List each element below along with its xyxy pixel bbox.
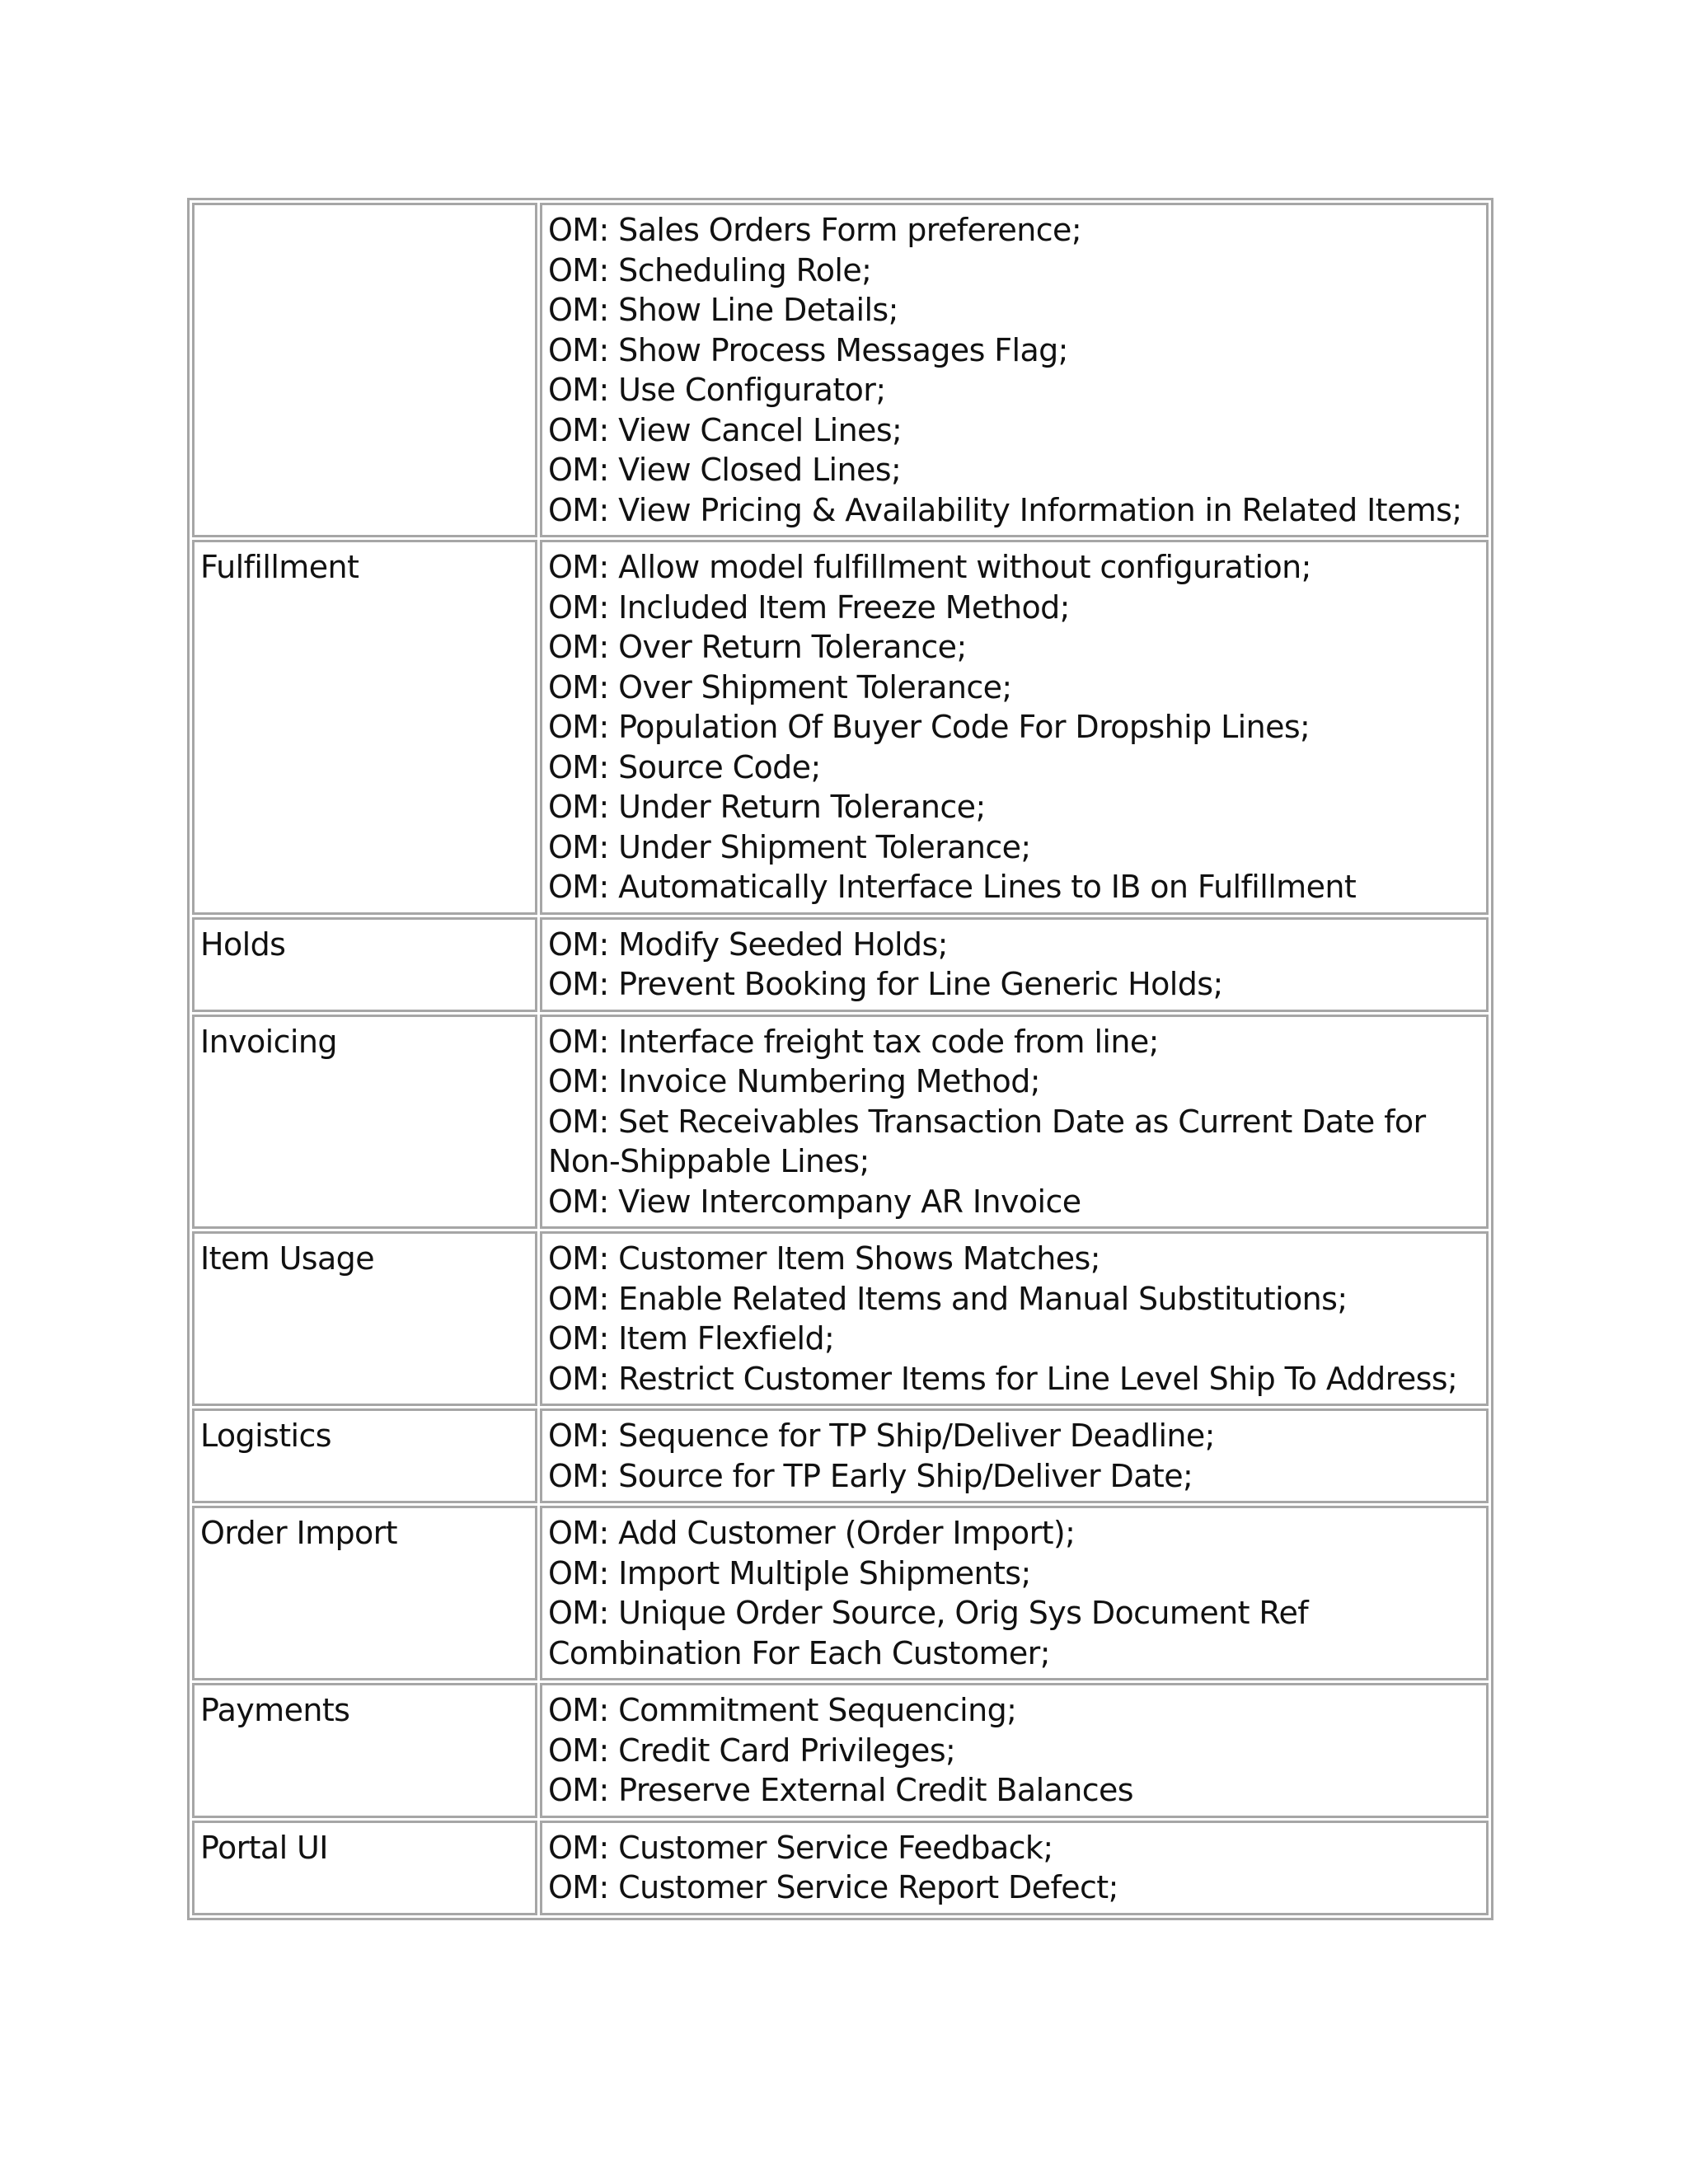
category-cell: Order Import [192, 1506, 537, 1680]
profile-option: OM: Show Process Messages Flag; [548, 331, 1068, 368]
profile-option: OM: Under Shipment Tolerance; [548, 828, 1031, 865]
profile-option: OM: Customer Service Report Defect; [548, 1869, 1118, 1905]
profiles-cell [540, 1821, 1489, 1915]
profile-option: OM: Item Flexfield; [548, 1320, 835, 1357]
profiles-cell [540, 1408, 1489, 1503]
profile-option: OM: Customer Item Shows Matches; [548, 1240, 1100, 1277]
profiles-cell [540, 917, 1489, 1012]
profile-option: OM: Import Multiple Shipments; [548, 1554, 1031, 1591]
profile-option: OM: Source Code; [548, 748, 821, 785]
profile-option: OM: Population Of Buyer Code For Dropship Lines; [548, 709, 1311, 745]
profile-option: OM: View Cancel Lines; [548, 411, 903, 448]
profiles-cell [540, 1231, 1489, 1406]
profile-option: OM: Modify Seeded Holds; [548, 926, 948, 963]
category-cell: Item Usage [192, 1231, 537, 1406]
profile-option: OM: Preserve External Credit Balances [548, 1772, 1133, 1808]
profile-option: OM: Sales Orders Form preference; [548, 212, 1082, 248]
profile-option: OM: View Pricing & Availability Information in Related Items; [548, 491, 1462, 528]
profile-option: OM: Set Receivables Transaction Date as Current Date for Non-Shippable Lines; [548, 1103, 1426, 1179]
profile-option: OM: Source for TP Early Ship/Deliver Date; [548, 1457, 1193, 1494]
category-cell: Invoicing [192, 1015, 537, 1230]
table-row [192, 1408, 1489, 1503]
profiles-cell [540, 1015, 1489, 1230]
profile-option: OM: Commitment Sequencing; [548, 1692, 1017, 1728]
profiles-cell [540, 1506, 1489, 1680]
category-cell: Portal UI [192, 1821, 537, 1915]
table-row [192, 1821, 1489, 1915]
profile-option: OM: Restrict Customer Items for Line Level Ship To Address; [548, 1360, 1458, 1397]
profile-option: OM: Credit Card Privileges; [548, 1732, 956, 1769]
profile-option: OM: Invoice Numbering Method; [548, 1063, 1040, 1099]
profile-option: OM: View Intercompany AR Invoice [548, 1183, 1081, 1220]
profile-option: OM: View Closed Lines; [548, 452, 902, 488]
profile-option: OM: Unique Order Source, Orig Sys Document Ref Combination For Each Customer; [548, 1595, 1309, 1671]
table-row [192, 203, 1489, 537]
profile-option: OM: Under Return Tolerance; [548, 789, 986, 825]
table-row [192, 1231, 1489, 1406]
category-cell: Holds [192, 917, 537, 1012]
category-cell: Fulfillment [192, 540, 537, 915]
profile-option: OM: Prevent Booking for Line Generic Holds; [548, 966, 1223, 1002]
profile-option: OM: Scheduling Role; [548, 251, 872, 288]
category-cell: Logistics [192, 1408, 537, 1503]
profile-option: OM: Enable Related Items and Manual Substitutions; [548, 1280, 1348, 1317]
profile-option: OM: Over Return Tolerance; [548, 629, 967, 665]
table-row [192, 1506, 1489, 1680]
category-cell: Payments [192, 1683, 537, 1818]
table-row [192, 917, 1489, 1012]
category-cell [192, 203, 537, 537]
profile-option: OM: Show Line Details; [548, 292, 898, 328]
profile-option: OM: Customer Service Feedback; [548, 1829, 1053, 1866]
profile-option: OM: Automatically Interface Lines to IB on Fulfillment [548, 869, 1357, 905]
profiles-cell [540, 1683, 1489, 1818]
table-row [192, 1015, 1489, 1230]
profile-option: OM: Add Customer (Order Import); [548, 1515, 1076, 1551]
profile-option: OM: Allow model fulfillment without configuration; [548, 549, 1311, 585]
profiles-cell [540, 203, 1489, 537]
profiles-cell [540, 540, 1489, 915]
table-row [192, 540, 1489, 915]
profile-option: OM: Over Shipment Tolerance; [548, 668, 1012, 705]
profile-option: OM: Sequence for TP Ship/Deliver Deadline; [548, 1418, 1215, 1454]
profile-option: OM: Included Item Freeze Method; [548, 588, 1070, 626]
profile-option: OM: Use Configurator; [548, 372, 886, 408]
table-row [192, 1683, 1489, 1818]
profile-option: OM: Interface freight tax code from line; [548, 1023, 1159, 1060]
profile-options-table [187, 198, 1493, 1920]
